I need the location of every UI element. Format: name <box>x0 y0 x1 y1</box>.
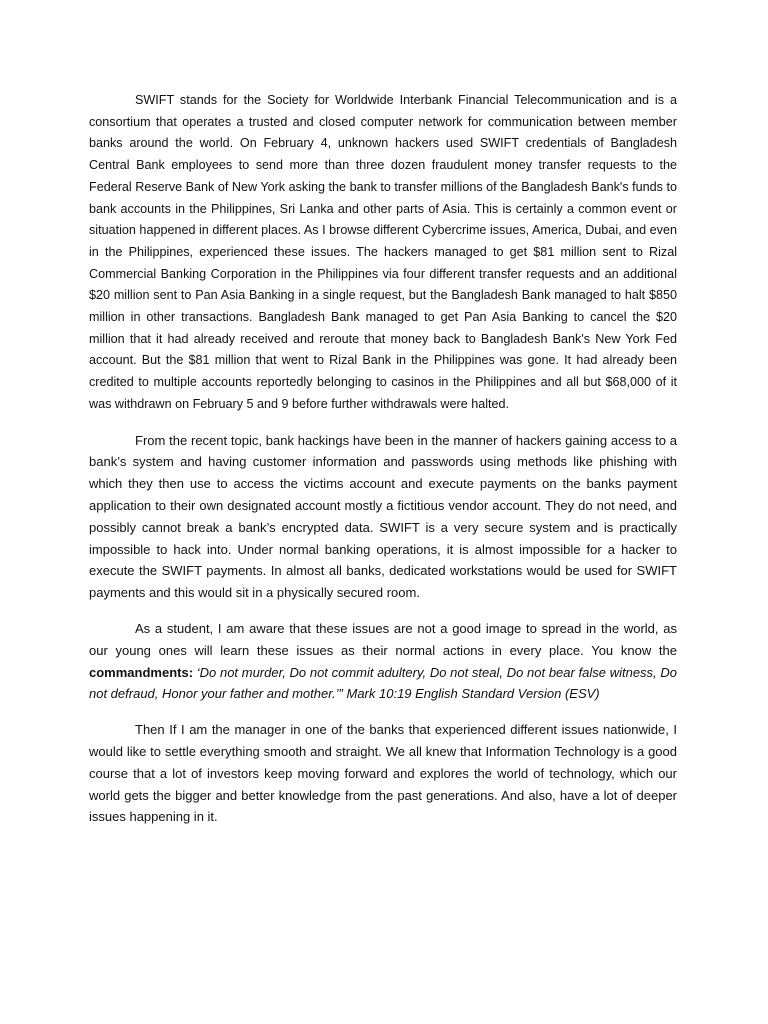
document-page <box>89 90 677 828</box>
paragraph-swift-overview: SWIFT stands for the Society for Worldwide Interbank Financial Telecommunication and is a consortium that operates a trusted and closed computer network for communication between member banks around the world. On February 4, unknown hackers used SWIFT credentials of Bangladesh Central Bank employees to send more than three dozen fraudulent money transfer requests to the Federal Reserve Bank of New York asking the bank to transfer millions of the Bangladesh Bank's funds to bank accounts in the Philippines, Sri Lanka and other parts of Asia. This is certainly a common event or situation happened in different places. As I browse different Cybercrime issues, America, Dubai, and even in the Philippines, experienced these issues. The hackers managed to get $81 million sent to Rizal Commercial Banking Corporation in the Philippines via four different transfer requests and an additional $20 million sent to Pan Asia Banking in a single request, but the Bangladesh Bank managed to halt $850 million in other transactions. Bangladesh Bank managed to get Pan Asia Banking to cancel the $20 million that it had already received and reroute that money back to Bangladesh Bank's New York Fed account. But the $81 million that went to Rizal Bank in the Philippines was gone. It had already been credited to multiple accounts reportedly belonging to casinos in the Philippines and all but $68,000 of it was withdrawn on February 5 and 9 before further withdrawals were halted. <box>89 93 677 411</box>
commandments-label: commandments: <box>89 664 194 680</box>
paragraph-student-view <box>89 618 677 705</box>
student-view-intro: As a student, I am aware that these issues are not a good image to spread in the world, as our young ones will learn these issues as their normal actions in every place. You know the <box>89 620 677 658</box>
paragraph-bank-hackings: From the recent topic, bank hackings have been in the manner of hackers gaining access to a bank’s system and having customer information and passwords using methods like phishing with which they then use to access the victims account and execute payments on the banks payment application to their own designated account mostly a fictitious vendor account. They do not need, and possibly cannot break a bank’s encrypted data. SWIFT is a very secure system and is practically impossible to hack into. Under normal banking operations, it is almost impossible for a hacker to execute the SWIFT payments. In almost all banks, dedicated workstations would be used for SWIFT payments and this would sit in a physically secured room. <box>89 432 677 601</box>
commandments-quote: ‘Do not murder, Do not commit adultery, Do not steal, Do not bear false witness, Do not defraud, Honor your father and mother.’” Mark 10:19 English Standard Version (ESV) <box>89 664 677 702</box>
paragraph-manager-view: Then If I am the manager in one of the banks that experienced different issues nationwide, I would like to settle everything smooth and straight. We all knew that Information Technology is a good course that a lot of investors keep moving forward and explores the world of technology, which our world gets the bigger and better knowledge from the past generations. And also, have a lot of deeper issues happening in it. <box>89 722 677 825</box>
